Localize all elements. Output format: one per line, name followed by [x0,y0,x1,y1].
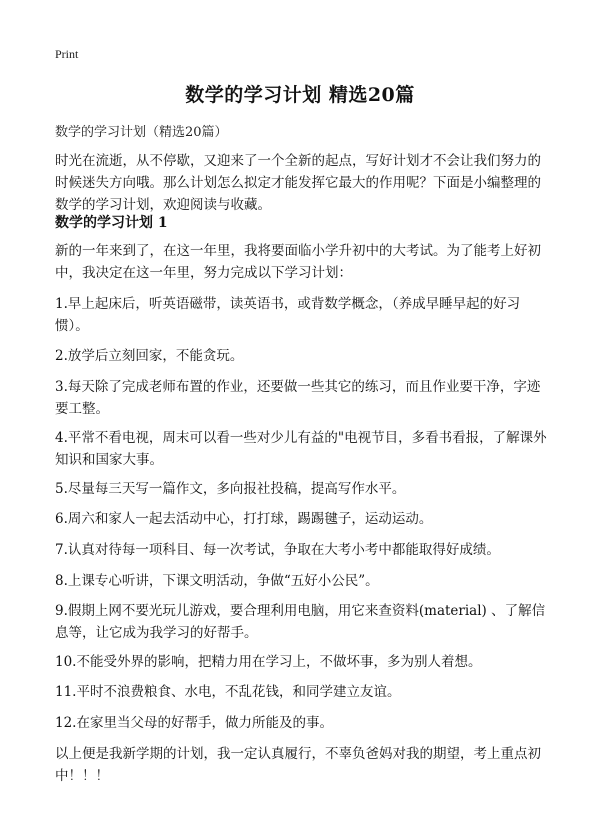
list-item: 6.周六和家人一起去活动中心，打打球，踢踢毽子，运动运动。 [55,511,433,527]
list-item: 1.早上起床后，听英语磁带，读英语书，或背数学概念，（养成早睡早起的好习惯）。 [55,296,521,334]
list-item: 10.不能受外界的影响，把精力用在学习上，不做坏事，多为别人着想。 [55,654,482,670]
section-intro-paragraph: 新的一年来到了，在这一年里，我将要面临小学升初中的大考试。为了能考上好初中，我决定在这一年里，努力完成以下学习计划： [55,243,541,281]
list-item: 3.每天除了完成老师布置的作业，还要做一些其它的练习，而且作业要干净，字迹要工整。 [55,379,541,417]
list-item: 9.假期上网不要光玩儿游戏，要合理利用电脑，用它来查资料(material) 、了解信息等，让它成为我学习的好帮手。 [55,603,546,641]
list-item: 7.认真对待每一项科目、每一次考试，争取在大考小考中都能取得好成绩。 [55,542,500,558]
closing-paragraph: 以上便是我新学期的计划，我一定认真履行，不辜负爸妈对我的期望，考上重点初中！！！ [55,746,541,784]
list-item: 5.尽量每三天写一篇作文，多向报社投稿，提高写作水平。 [55,481,406,497]
list-item: 8.上课专心听讲，下课文明活动，争做“五好小公民”。 [55,573,379,589]
list-item: 2.放学后立刻回家，不能贪玩。 [55,348,244,364]
print-link[interactable]: Print [55,47,79,61]
list-item: 12.在家里当父母的好帮手，做力所能及的事。 [55,715,333,731]
list-item: 11.平时不浪费粮食、水电，不乱花钱，和同学建立友谊。 [55,684,401,700]
page-title: 数学的学习计划 精选20篇 [185,84,415,106]
page-subtitle: 数学的学习计划（精选20篇） [55,125,228,140]
section-heading: 数学的学习计划 1 [55,215,168,231]
intro-paragraph: 时光在流逝，从不停歇，又迎来了一个全新的起点，写好计划才不会让我们努力的时候迷失方向哦。那么计划怎么拟定才能发挥它最大的作用呢？下面是小编整理的数学的学习计划，欢迎阅读与收藏。 [55,153,541,213]
list-item: 4.平常不看电视，周末可以看一些对少儿有益的"电视节目，多看书看报，了解课外知识和国家大事。 [55,430,547,468]
